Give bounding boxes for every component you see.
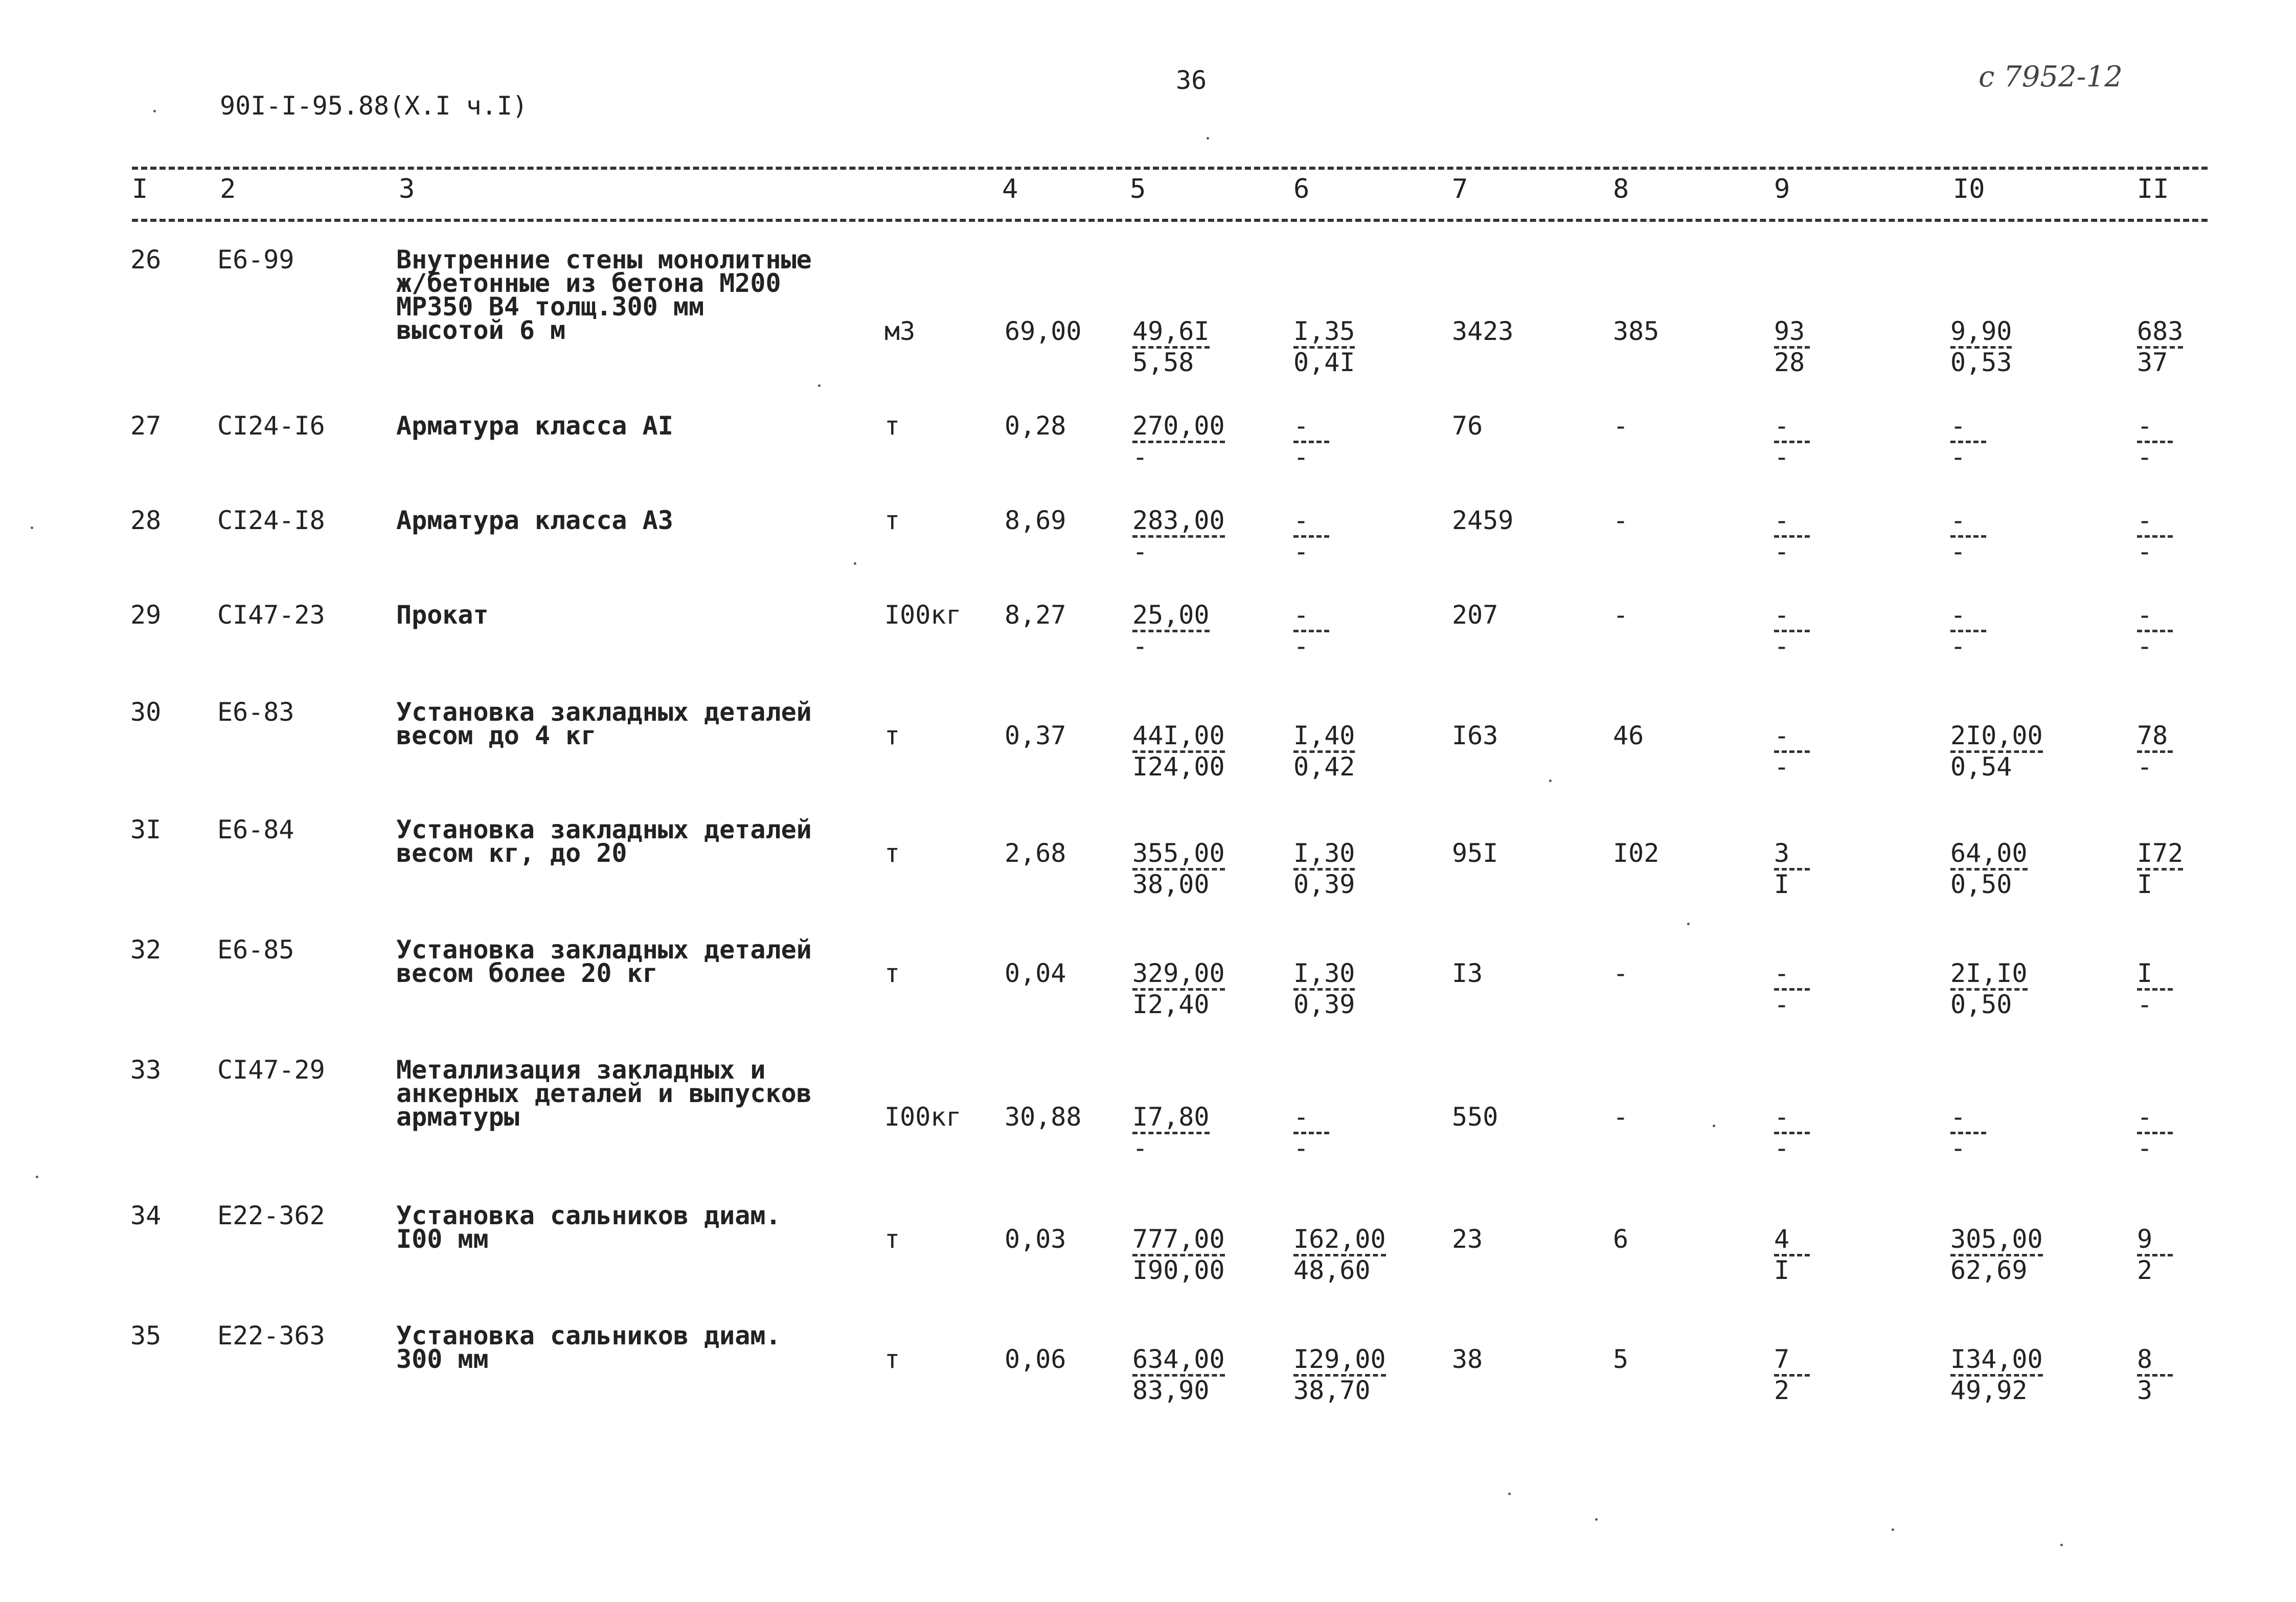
denominator: 38,70 (1293, 1376, 1371, 1405)
denominator: 49,92 (1950, 1376, 2028, 1405)
fraction-c9 (1774, 838, 1810, 899)
denominator: - (2137, 1133, 2153, 1163)
fraction-c9 (1774, 506, 1810, 566)
denominator: 83,90 (1132, 1376, 1210, 1405)
cell-desc: Установка закладных деталей весом более 20 кг (396, 935, 812, 988)
fraction-c6 (1293, 958, 1355, 1019)
cell-code: Е6-84 (217, 815, 294, 844)
numerator: 64,00 (1950, 838, 2028, 868)
numerator: 49,6I (1132, 316, 1210, 346)
column-header-11: II (2137, 174, 2169, 204)
denominator: - (1950, 537, 1966, 566)
denominator: - (1132, 631, 1148, 661)
cell-unit: I00кг (884, 1102, 962, 1132)
denominator: 0,50 (1950, 869, 2012, 899)
numerator: - (1774, 600, 1790, 630)
cell-c7: 95I (1452, 838, 1498, 868)
cell-n: 33 (130, 1055, 162, 1085)
column-header-9: 9 (1774, 174, 1790, 204)
cell-unit: т (884, 411, 900, 441)
scan-speck (1207, 137, 1209, 140)
numerator: 355,00 (1132, 838, 1225, 868)
cell-qty: 0,03 (1005, 1224, 1066, 1254)
numerator: - (1293, 600, 1309, 630)
fraction-c10 (1950, 1102, 1986, 1163)
denominator: I (1774, 869, 1790, 899)
denominator: I24,00 (1132, 752, 1225, 782)
cell-n: 26 (130, 245, 162, 274)
fraction-c11 (2137, 1224, 2173, 1285)
fraction-c11 (2137, 316, 2184, 377)
denominator: - (2137, 631, 2153, 661)
fraction-c10 (1950, 600, 1986, 661)
denominator: 28 (1774, 348, 1805, 377)
fraction-c9 (1774, 600, 1810, 661)
fraction-c11 (2137, 1344, 2173, 1405)
cell-c7: I3 (1452, 958, 1483, 988)
cell-code: Е6-99 (217, 245, 294, 274)
scan-speck (1549, 780, 1552, 782)
cell-code: Е22-363 (217, 1321, 325, 1351)
numerator: - (2137, 506, 2153, 535)
numerator: 305,00 (1950, 1224, 2043, 1254)
scan-speck (1713, 1125, 1715, 1127)
cell-c8: - (1613, 411, 1629, 441)
column-header-8: 8 (1613, 174, 1629, 204)
handwritten-stamp: с 7952-12 (1979, 60, 2123, 94)
numerator: - (1950, 1102, 1966, 1132)
cell-c7: 3423 (1452, 316, 1514, 346)
cell-code: Е6-83 (217, 697, 294, 727)
cell-qty: 2,68 (1005, 838, 1066, 868)
numerator: I34,00 (1950, 1344, 2043, 1374)
scan-speck (1595, 1518, 1598, 1521)
scan-speck (1892, 1528, 1894, 1531)
fraction-c5 (1132, 506, 1225, 566)
cell-desc: Арматура класса АI (396, 411, 673, 441)
page-number: 36 (1176, 65, 1207, 95)
cell-desc: Установка сальников диам. 300 мм (396, 1321, 781, 1374)
denominator: 2 (1774, 1376, 1790, 1405)
numerator: - (1950, 506, 1966, 535)
column-header-10: I0 (1953, 174, 1985, 204)
denominator: 0,54 (1950, 752, 2012, 782)
denominator: I90,00 (1132, 1255, 1225, 1285)
denominator: 2 (2137, 1255, 2153, 1285)
fraction-c9 (1774, 411, 1810, 472)
numerator: - (1774, 506, 1790, 535)
fraction-c5 (1132, 600, 1210, 661)
cell-c7: 2459 (1452, 506, 1514, 535)
fraction-c10 (1950, 958, 2028, 1019)
numerator: 8 (2137, 1344, 2153, 1374)
cell-desc: Установка закладных деталей весом до 4 кг (396, 697, 812, 750)
scan-speck (153, 110, 156, 112)
denominator: - (1774, 990, 1790, 1019)
numerator: 270,00 (1132, 411, 1225, 441)
fraction-c11 (2137, 600, 2173, 661)
fraction-c5 (1132, 411, 1225, 472)
cell-c7: 207 (1452, 600, 1498, 630)
numerator: 329,00 (1132, 958, 1225, 988)
numerator: I,35 (1293, 316, 1355, 346)
denominator: - (1950, 442, 1966, 472)
numerator: 634,00 (1132, 1344, 1225, 1374)
cell-qty: 69,00 (1005, 316, 1082, 346)
denominator: 5,58 (1132, 348, 1194, 377)
scan-speck (1508, 1493, 1511, 1495)
cell-n: 28 (130, 506, 162, 535)
numerator: 78 (2137, 721, 2168, 750)
table-header-rule (132, 219, 2208, 222)
fraction-c6 (1293, 316, 1355, 377)
denominator: I (2137, 869, 2153, 899)
denominator: - (1950, 631, 1966, 661)
numerator: - (1774, 958, 1790, 988)
fraction-c6 (1293, 1344, 1386, 1405)
numerator: 283,00 (1132, 506, 1225, 535)
fraction-c10 (1950, 316, 2012, 377)
cell-n: 30 (130, 697, 162, 727)
fraction-c9 (1774, 721, 1810, 782)
numerator: - (1293, 1102, 1309, 1132)
denominator: 48,60 (1293, 1255, 1371, 1285)
denominator: - (1774, 752, 1790, 782)
cell-c8: - (1613, 506, 1629, 535)
numerator: - (2137, 411, 2153, 441)
fraction-c6 (1293, 1102, 1329, 1163)
column-header-7: 7 (1452, 174, 1468, 204)
column-header-2: 2 (220, 174, 236, 204)
denominator: - (1774, 1133, 1790, 1163)
cell-qty: 8,27 (1005, 600, 1066, 630)
cell-c7: 23 (1452, 1224, 1483, 1254)
numerator: 25,00 (1132, 600, 1210, 630)
cell-qty: 30,88 (1005, 1102, 1082, 1132)
cell-qty: 0,37 (1005, 721, 1066, 750)
fraction-c9 (1774, 1102, 1810, 1163)
fraction-c10 (1950, 506, 1986, 566)
denominator: 62,69 (1950, 1255, 2028, 1285)
cell-c7: 76 (1452, 411, 1483, 441)
numerator: - (2137, 600, 2153, 630)
denominator: 3 (2137, 1376, 2153, 1405)
fraction-c5 (1132, 1224, 1225, 1285)
cell-code: СI47-23 (217, 600, 325, 630)
cell-unit: м3 (884, 316, 916, 346)
numerator: I29,00 (1293, 1344, 1386, 1374)
numerator: I62,00 (1293, 1224, 1386, 1254)
column-header-6: 6 (1293, 174, 1310, 204)
cell-c8: - (1613, 958, 1629, 988)
denominator: 0,39 (1293, 869, 1355, 899)
denominator: - (2137, 990, 2153, 1019)
cell-c8: 5 (1613, 1344, 1629, 1374)
scan-speck (31, 527, 33, 529)
cell-n: 29 (130, 600, 162, 630)
fraction-c10 (1950, 838, 2028, 899)
fraction-c5 (1132, 1344, 1225, 1405)
numerator: - (2137, 1102, 2153, 1132)
cell-code: СI47-29 (217, 1055, 325, 1085)
numerator: I,40 (1293, 721, 1355, 750)
cell-code: СI24-I8 (217, 506, 325, 535)
denominator: 0,39 (1293, 990, 1355, 1019)
denominator: I (1774, 1255, 1790, 1285)
numerator: 9 (2137, 1224, 2153, 1254)
fraction-c6 (1293, 721, 1355, 782)
document-code: 90I-I-95.88(X.I ч.I) (220, 91, 528, 121)
cell-c7: I63 (1452, 721, 1498, 750)
cell-n: 34 (130, 1201, 162, 1230)
fraction-c10 (1950, 721, 2043, 782)
numerator: - (1293, 411, 1309, 441)
cell-c8: 46 (1613, 721, 1644, 750)
cell-n: 3I (130, 815, 162, 844)
numerator: - (1774, 721, 1790, 750)
cell-desc: Внутренние стены монолитные ж/бетонные из бетона М200 МР350 В4 толщ.300 мм высотой 6 м (396, 245, 812, 345)
fraction-c6 (1293, 838, 1355, 899)
cell-unit: т (884, 838, 900, 868)
fraction-c6 (1293, 506, 1329, 566)
cell-c7: 550 (1452, 1102, 1498, 1132)
fraction-c10 (1950, 1224, 2043, 1285)
fraction-c11 (2137, 506, 2173, 566)
denominator: 0,50 (1950, 990, 2012, 1019)
cell-c8: 6 (1613, 1224, 1629, 1254)
fraction-c6 (1293, 411, 1329, 472)
cell-qty: 0,06 (1005, 1344, 1066, 1374)
fraction-c5 (1132, 1102, 1210, 1163)
denominator: 0,4I (1293, 348, 1355, 377)
denominator: - (2137, 537, 2153, 566)
cell-unit: т (884, 958, 900, 988)
cell-n: 32 (130, 935, 162, 965)
scan-speck (36, 1176, 38, 1178)
cell-unit: т (884, 721, 900, 750)
scan-speck (818, 384, 821, 387)
numerator: 4 (1774, 1224, 1790, 1254)
cell-qty: 0,04 (1005, 958, 1066, 988)
column-header-1: I (132, 174, 148, 204)
fraction-c9 (1774, 958, 1810, 1019)
column-header-5: 5 (1130, 174, 1146, 204)
numerator: - (1774, 1102, 1790, 1132)
numerator: 777,00 (1132, 1224, 1225, 1254)
cell-c8: I02 (1613, 838, 1660, 868)
numerator: - (1950, 600, 1966, 630)
cell-unit: т (884, 1344, 900, 1374)
fraction-c11 (2137, 721, 2173, 782)
fraction-c10 (1950, 411, 1986, 472)
denominator: - (1774, 631, 1790, 661)
denominator: - (1132, 1133, 1148, 1163)
denominator: - (1293, 1133, 1309, 1163)
denominator: - (1293, 442, 1309, 472)
fraction-c6 (1293, 1224, 1386, 1285)
numerator: 2I0,00 (1950, 721, 2043, 750)
cell-qty: 8,69 (1005, 506, 1066, 535)
numerator: I,30 (1293, 958, 1355, 988)
cell-c8: - (1613, 1102, 1629, 1132)
fraction-c5 (1132, 838, 1225, 899)
denominator: - (2137, 752, 2153, 782)
denominator: - (1132, 442, 1148, 472)
numerator: 93 (1774, 316, 1805, 346)
cell-desc: Прокат (396, 600, 489, 630)
denominator: - (1293, 537, 1309, 566)
cell-c8: - (1613, 600, 1629, 630)
scan-speck (854, 562, 856, 565)
fraction-c11 (2137, 1102, 2173, 1163)
cell-unit: I00кг (884, 600, 962, 630)
cell-desc: Арматура класса А3 (396, 506, 673, 535)
cell-n: 27 (130, 411, 162, 441)
denominator: 0,53 (1950, 348, 2012, 377)
fraction-c9 (1774, 316, 1810, 377)
fraction-c5 (1132, 721, 1225, 782)
fraction-c10 (1950, 1344, 2043, 1405)
denominator: - (1293, 631, 1309, 661)
fraction-c11 (2137, 411, 2173, 472)
numerator: 7 (1774, 1344, 1790, 1374)
cell-unit: т (884, 1224, 900, 1254)
cell-desc: Установка закладных деталей весом кг, до 20 (396, 815, 812, 868)
fraction-c11 (2137, 838, 2184, 899)
scan-speck (2060, 1544, 2063, 1546)
fraction-c6 (1293, 600, 1329, 661)
cell-code: СI24-I6 (217, 411, 325, 441)
cell-unit: т (884, 506, 900, 535)
fraction-c5 (1132, 316, 1210, 377)
fraction-c11 (2137, 958, 2173, 1019)
denominator: 38,00 (1132, 869, 1210, 899)
numerator: 683 (2137, 316, 2184, 346)
cell-qty: 0,28 (1005, 411, 1066, 441)
denominator: I2,40 (1132, 990, 1210, 1019)
cell-desc: Металлизация закладных и анкерных деталей и выпусков арматуры (396, 1055, 812, 1132)
fraction-c5 (1132, 958, 1225, 1019)
denominator: - (1774, 442, 1790, 472)
fraction-c9 (1774, 1344, 1810, 1405)
table-top-rule (132, 167, 2208, 170)
denominator: 37 (2137, 348, 2168, 377)
numerator: I72 (2137, 838, 2184, 868)
numerator: 2I,I0 (1950, 958, 2028, 988)
numerator: 9,90 (1950, 316, 2012, 346)
numerator: - (1950, 411, 1966, 441)
cell-n: 35 (130, 1321, 162, 1351)
column-header-3: 3 (399, 174, 415, 204)
scan-speck (1687, 923, 1690, 925)
numerator: I (2137, 958, 2153, 988)
denominator: - (2137, 442, 2153, 472)
numerator: 3 (1774, 838, 1790, 868)
cell-desc: Установка сальников диам. I00 мм (396, 1201, 781, 1254)
numerator: - (1293, 506, 1309, 535)
cell-c7: 38 (1452, 1344, 1483, 1374)
numerator: - (1774, 411, 1790, 441)
fraction-c9 (1774, 1224, 1810, 1285)
denominator: 0,42 (1293, 752, 1355, 782)
numerator: 44I,00 (1132, 721, 1225, 750)
numerator: I,30 (1293, 838, 1355, 868)
column-header-4: 4 (1002, 174, 1018, 204)
denominator: - (1950, 1133, 1966, 1163)
denominator: - (1774, 537, 1790, 566)
cell-code: Е6-85 (217, 935, 294, 965)
numerator: I7,80 (1132, 1102, 1210, 1132)
cell-code: Е22-362 (217, 1201, 325, 1230)
denominator: - (1132, 537, 1148, 566)
cell-c8: 385 (1613, 316, 1660, 346)
